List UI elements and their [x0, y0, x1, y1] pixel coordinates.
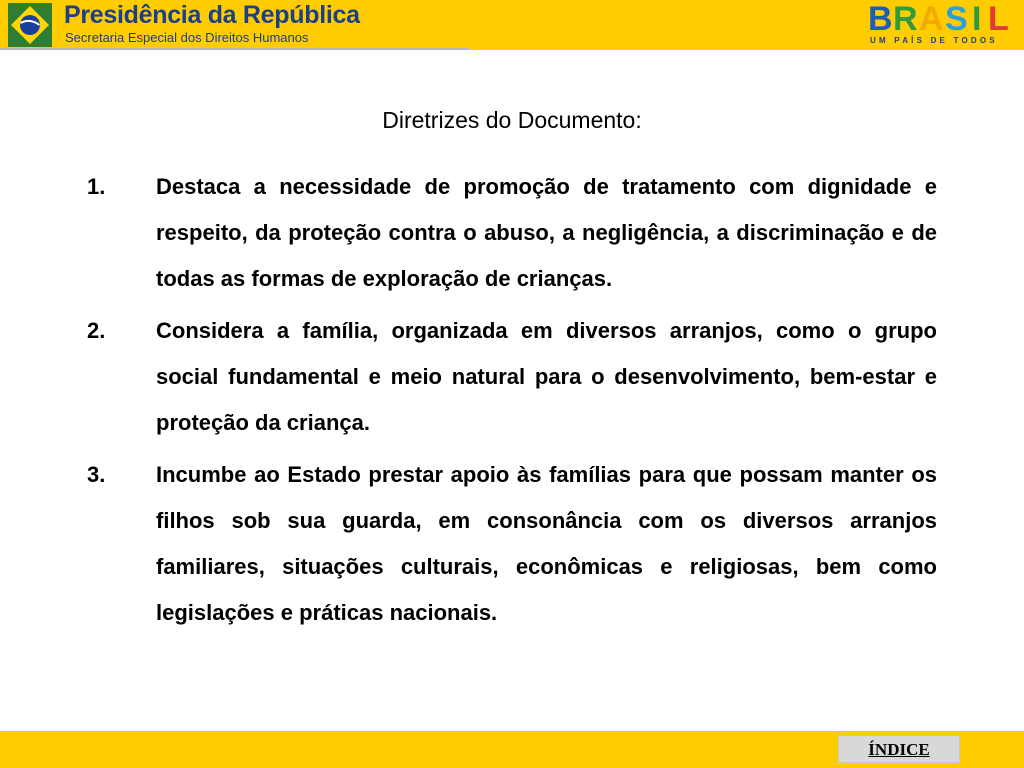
brasil-logo — [866, 2, 1024, 48]
item-number: 1. — [87, 174, 106, 199]
list-item — [87, 308, 937, 446]
item-text: Destaca a necessidade de promoção de tratamento com dignidade e respeito, da proteção contra o abuso, a negligência, a discriminação e de todas as formas de exploração de crianças. — [156, 174, 937, 291]
item-number: 2. — [87, 318, 106, 343]
brasil-letter-b: B — [868, 0, 893, 38]
item-number: 3. — [87, 462, 106, 487]
brasil-letter-l: L — [988, 0, 1009, 38]
brasil-tagline: UM PAÍS DE TODOS — [870, 36, 998, 45]
list-item — [87, 452, 937, 636]
item-text: Incumbe ao Estado prestar apoio às famílias para que possam manter os filhos sob sua guarda, em consonância com os diversos arranjos familiares, situações culturais, econômicas e religiosas, bem como legislações e práticas nacionais. — [156, 462, 937, 625]
header-title: Presidência da República — [64, 1, 360, 29]
list-item — [87, 164, 937, 302]
republic-seal-icon — [8, 3, 52, 47]
document-title: Diretrizes do Documento: — [382, 107, 642, 133]
brasil-letter-s: S — [945, 0, 968, 38]
guideline-list — [87, 164, 937, 642]
item-text: Considera a família, organizada em diversos arranjos, como o grupo social fundamental e meio natural para o desenvolvimento, bem-estar e proteção da criança. — [156, 318, 937, 435]
header-divider — [0, 48, 470, 50]
header-subtitle: Secretaria Especial dos Direitos Humanos — [65, 30, 309, 45]
index-button[interactable]: ÍNDICE — [838, 735, 960, 763]
brasil-letter-r: R — [893, 0, 918, 38]
brasil-letter-a: A — [919, 0, 944, 38]
brasil-letter-i: I — [972, 0, 982, 38]
brasil-wordmark — [868, 2, 1024, 36]
